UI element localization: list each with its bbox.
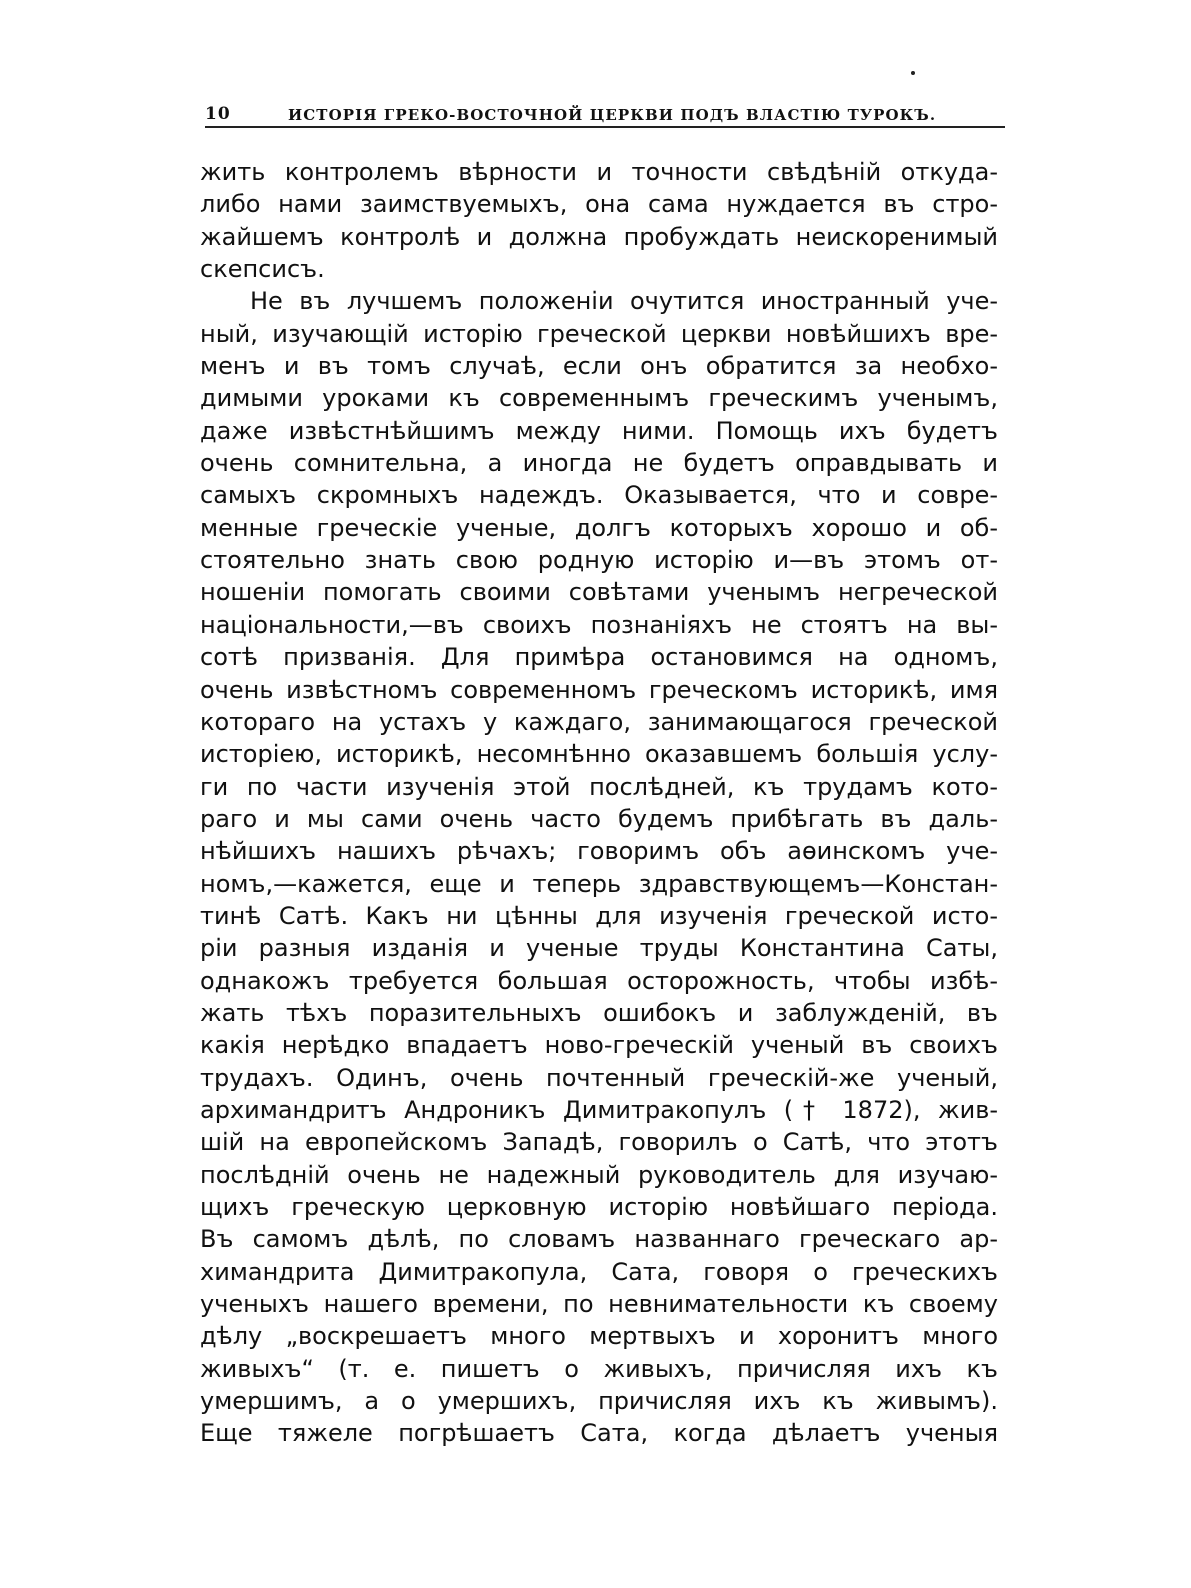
text-line: послѣдній очень не надежный руководитель для изучаю- bbox=[200, 1160, 998, 1189]
text-line: либо нами заимствуемыхъ, она сама нуждается въ стро- bbox=[200, 190, 998, 219]
text-line: номъ,—кажется, еще и теперь здравствующемъ—Констан- bbox=[200, 869, 998, 898]
page-number: 10 bbox=[205, 104, 231, 124]
text-line: жить контролемъ вѣрности и точности свѣдѣній откуда- bbox=[200, 158, 998, 186]
text-line: скепсисъ. bbox=[200, 255, 325, 284]
text-line: ученыхъ нашего времени, по невнимательности къ своему bbox=[200, 1290, 998, 1319]
text-line: тинѣ Сатѣ. Какъ ни цѣнны для изученія греческой исто- bbox=[200, 901, 998, 930]
text-line: Въ самомъ дѣлѣ, по словамъ названнаго греческаго ар- bbox=[200, 1225, 998, 1254]
text-line: ношеніи помогать своими совѣтами ученымъ негреческой bbox=[200, 578, 998, 607]
text-line: стоятельно знать свою родную исторію и—въ этомъ от- bbox=[200, 546, 998, 575]
text-line: Еще тяжеле погрѣшаетъ Сата, когда дѣлаетъ ученыя bbox=[200, 1419, 998, 1448]
text-line: ріи разныя изданія и ученые труды Константина Саты, bbox=[200, 934, 998, 963]
text-line: жать тѣхъ поразительныхъ ошибокъ и заблужденій, въ bbox=[200, 998, 998, 1027]
text-line: очень извѣстномъ современномъ греческомъ историкѣ, имя bbox=[200, 675, 998, 704]
text-line: менные греческіе ученые, долгъ которыхъ хорошо и об- bbox=[200, 513, 998, 542]
text-line: шій на европейскомъ Западѣ, говорилъ о Сатѣ, что этотъ bbox=[200, 1128, 998, 1157]
text-line: самыхъ скромныхъ надеждъ. Оказывается, что и совре- bbox=[200, 481, 998, 510]
text-line: сотѣ призванія. Для примѣра остановимся на одномъ, bbox=[200, 643, 998, 672]
text-line: національности,—въ своихъ познаніяхъ не стоятъ на вы- bbox=[200, 610, 998, 639]
text-line: однакожъ требуется большая осторожность, чтобы избѣ- bbox=[200, 966, 998, 995]
text-line: ный, изучающій исторію греческой церкви новѣйшихъ вре- bbox=[200, 319, 998, 348]
text-line: раго и мы сами очень часто будемъ прибѣгать въ даль- bbox=[200, 804, 998, 833]
text-line: умершимъ, а о умершихъ, причисляя ихъ къ живымъ). bbox=[200, 1387, 998, 1416]
text-line: исторіею, историкѣ, несомнѣнно оказавшемъ большія услу- bbox=[200, 740, 998, 769]
paragraph-start-line: Не въ лучшемъ положеніи очутится иностранный уче- bbox=[250, 287, 998, 316]
text-line: щихъ греческую церковную исторію новѣйшаго періода. bbox=[200, 1193, 998, 1221]
text-line: нѣйшихъ нашихъ рѣчахъ; говоримъ объ аѳинскомъ уче- bbox=[200, 837, 998, 866]
text-line: живыхъ“ (т. е. пишетъ о живыхъ, причисляя ихъ къ bbox=[200, 1354, 998, 1383]
text-line: димыми уроками къ современнымъ греческимъ ученымъ, bbox=[200, 384, 998, 413]
text-line: котораго на устахъ у каждаго, занимающагося греческой bbox=[200, 707, 998, 736]
text-line: жайшемъ контролѣ и должна пробуждать неискоренимый bbox=[200, 222, 998, 251]
print-speck bbox=[911, 71, 915, 75]
body-text bbox=[200, 156, 998, 1450]
text-line: даже извѣстнѣйшимъ между ними. Помощь ихъ будетъ bbox=[200, 416, 998, 445]
text-line: трудахъ. Одинъ, очень почтенный греческій-же ученый, bbox=[200, 1063, 998, 1092]
text-line: дѣлу „воскрешаетъ много мертвыхъ и хоронитъ много bbox=[200, 1322, 998, 1351]
text-line: очень сомнительна, а иногда не будетъ оправдывать и bbox=[200, 449, 998, 478]
running-title: ИСТОРІЯ ГРЕКО-ВОСТОЧНОЙ ЦЕРКВИ ПОДЪ ВЛАСТІЮ ТУРОКЪ. bbox=[288, 106, 937, 124]
text-line: архимандритъ Андроникъ Димитракопулъ († 1872), жив- bbox=[200, 1095, 998, 1124]
text-line: менъ и въ томъ случаѣ, если онъ обратится за необхо- bbox=[200, 352, 998, 381]
header-rule bbox=[205, 126, 1005, 128]
text-line: какія нерѣдко впадаетъ ново-греческій ученый въ своихъ bbox=[200, 1031, 998, 1060]
text-line: химандрита Димитракопула, Сата, говоря о греческихъ bbox=[200, 1257, 998, 1286]
text-line: ги по части изученія этой послѣдней, къ трудамъ кото- bbox=[200, 772, 998, 801]
